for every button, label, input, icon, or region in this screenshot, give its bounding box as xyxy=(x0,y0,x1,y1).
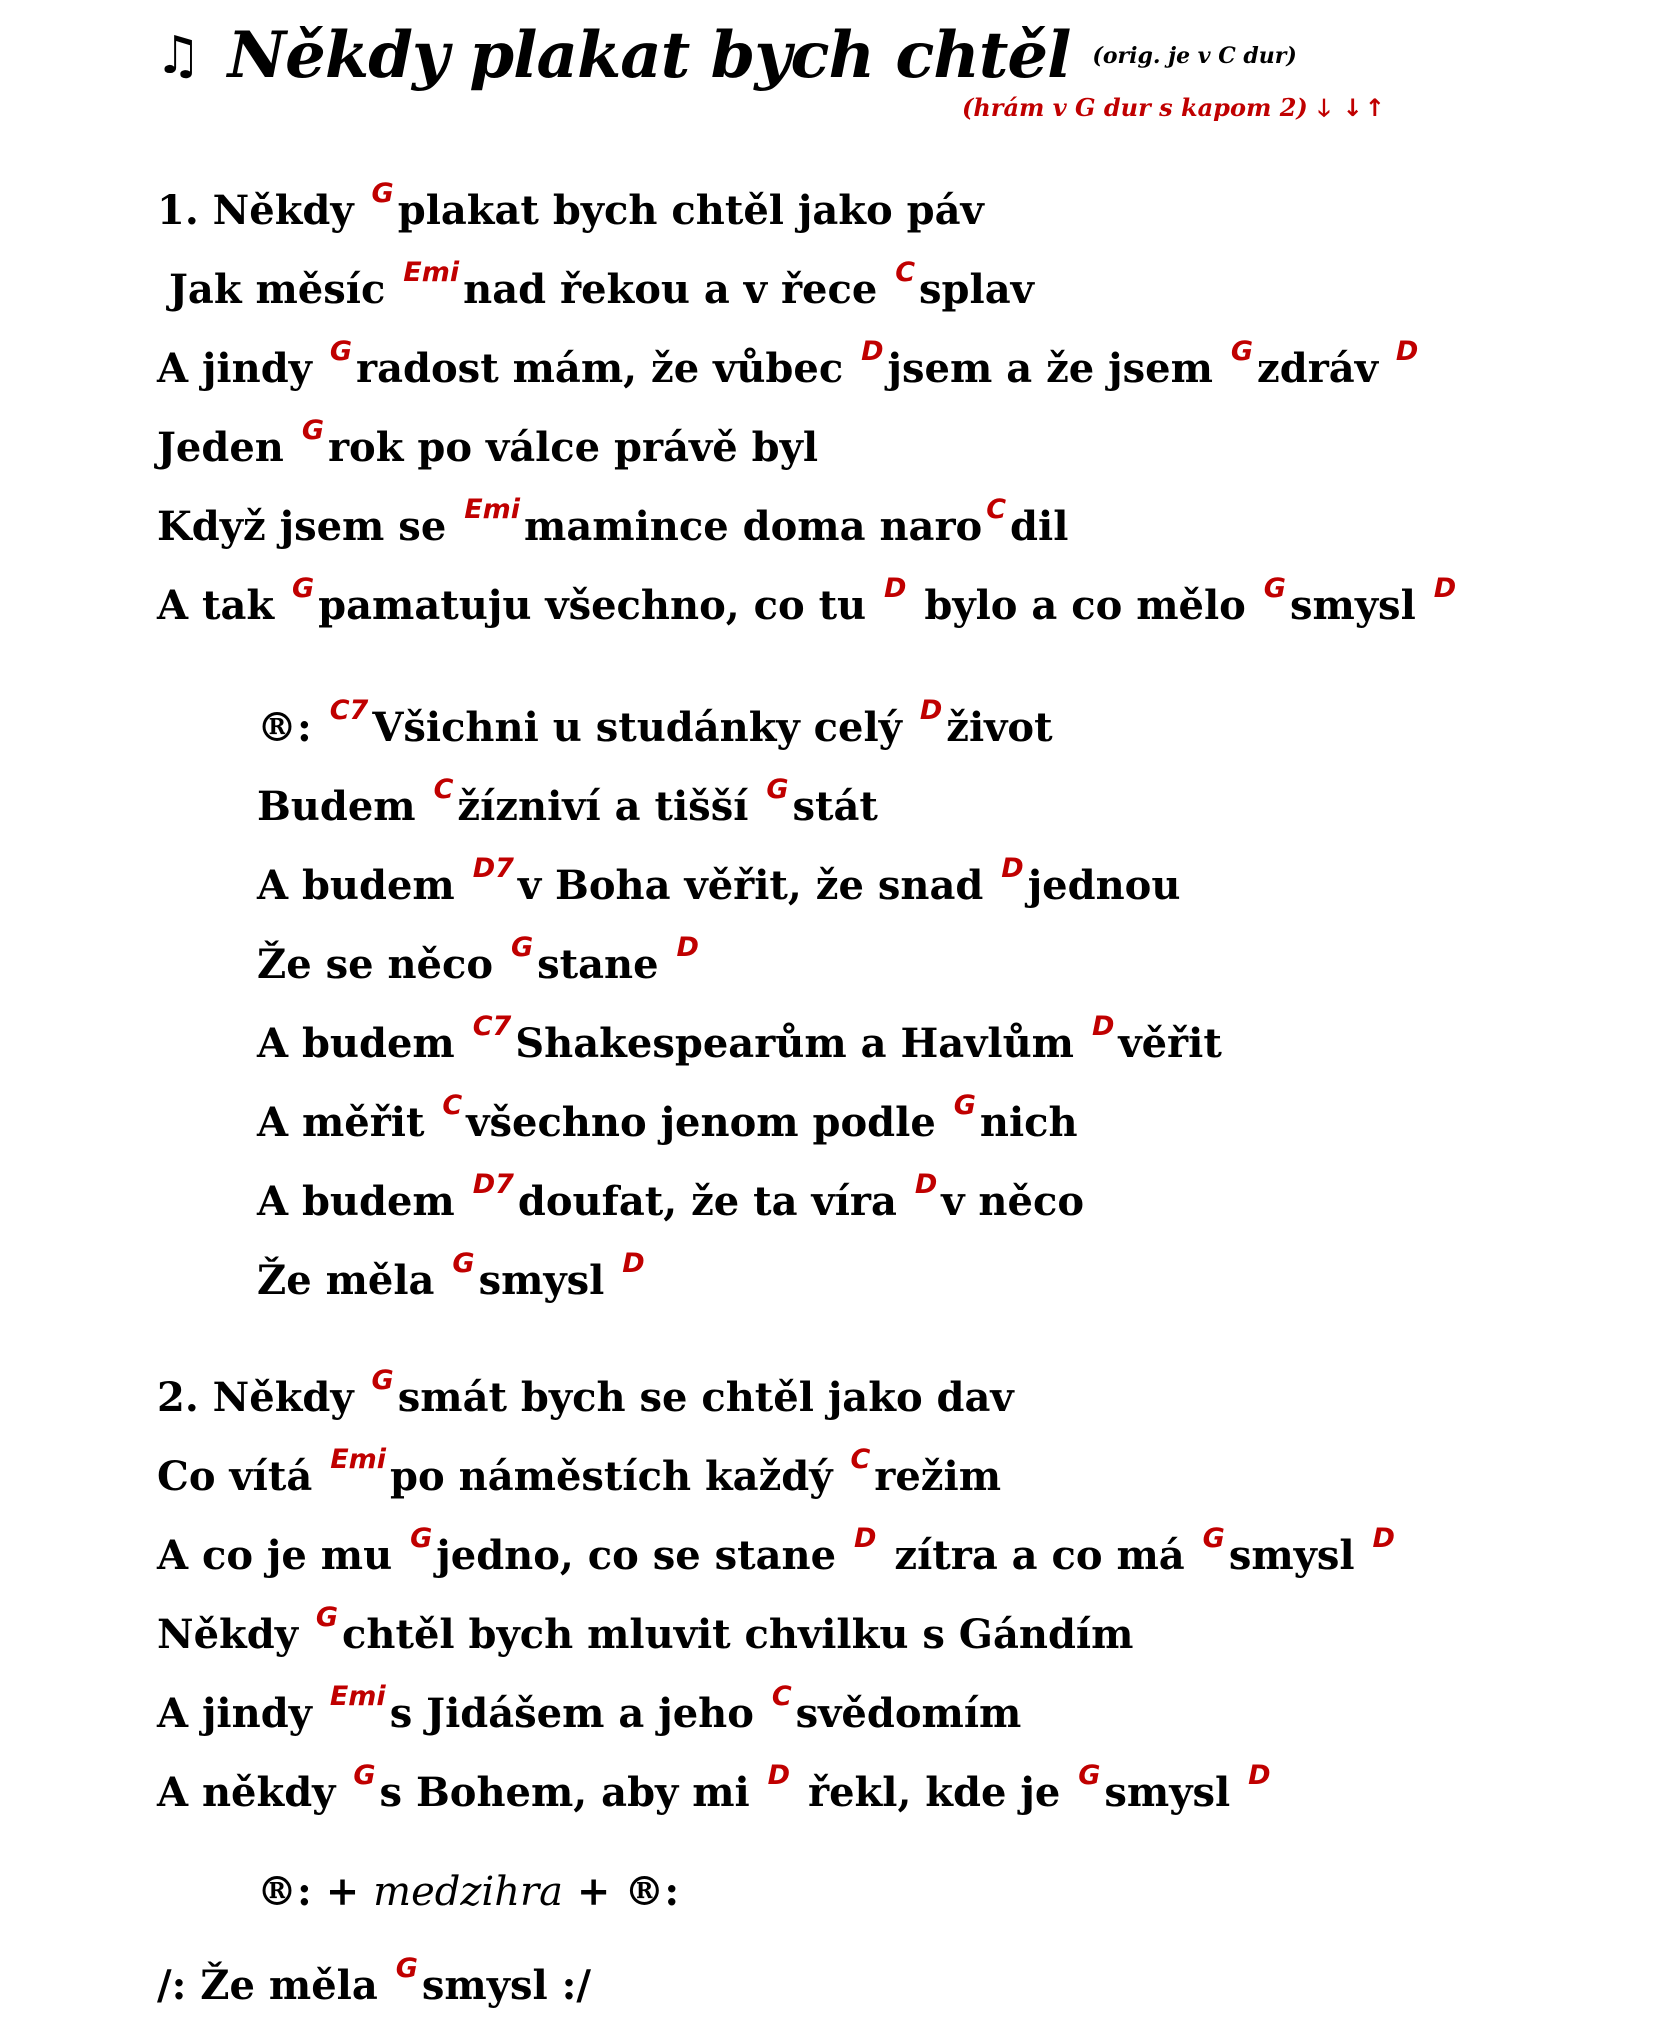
chorus xyxy=(257,688,1222,1320)
chord: G xyxy=(510,932,534,963)
music-note-icon: ♫ xyxy=(155,25,202,86)
chord: G xyxy=(1230,336,1254,367)
lyric: jednou xyxy=(1027,862,1181,909)
chord: C xyxy=(771,1681,792,1712)
chord: G xyxy=(410,1523,433,1554)
interlude-line xyxy=(257,1852,679,1931)
lyric: nich xyxy=(979,1099,1078,1146)
lyric: zdráv xyxy=(1257,345,1392,392)
lyric: svědomím xyxy=(795,1690,1022,1737)
lyric: život xyxy=(946,704,1053,751)
lyric: žízniví a tišší xyxy=(457,783,763,830)
chord: G xyxy=(301,415,324,446)
lyric: Všichni u studánky celý xyxy=(372,704,916,751)
chord: G xyxy=(315,1602,339,1633)
chord: D xyxy=(1001,853,1024,884)
chorus-line-6 xyxy=(257,1083,1222,1162)
chorus-line-3 xyxy=(257,846,1222,925)
interlude-start: ®: + xyxy=(257,1868,374,1915)
lyric: A budem xyxy=(257,862,469,909)
lyric: A budem xyxy=(257,1178,469,1225)
chord: Emi xyxy=(330,1444,387,1475)
lyric: Když jsem se xyxy=(157,503,461,550)
lyric: bylo a co mělo xyxy=(910,582,1260,629)
chord: D xyxy=(1248,1760,1271,1791)
chord: G xyxy=(353,1760,376,1791)
lyric: pamatuju všechno, co tu xyxy=(318,582,881,629)
chord: D7 xyxy=(472,853,514,884)
verse-1-line-5 xyxy=(157,487,1460,566)
lyric: s Bohem, aby mi xyxy=(379,1769,764,1816)
ending-line xyxy=(157,1955,591,2017)
chorus-line-4 xyxy=(257,925,1222,1004)
verse-2-line-4 xyxy=(157,1595,1399,1674)
chord: G xyxy=(1263,573,1286,604)
chord: D xyxy=(919,695,943,726)
chord: D xyxy=(914,1169,938,1200)
chord: D xyxy=(1372,1523,1395,1554)
lyric: /: Že měla xyxy=(157,1962,392,2009)
lyric: nad řekou a v řece xyxy=(463,266,892,313)
lyric: věřit xyxy=(1118,1020,1222,1067)
chord: D xyxy=(1433,573,1457,604)
lyric: chtěl bych mluvit chvilku s Gándím xyxy=(342,1611,1134,1658)
lyric: smát bych se chtěl jako dav xyxy=(397,1374,1014,1421)
interlude-text: medzihra xyxy=(373,1869,563,1915)
verse-1-line-1 xyxy=(157,171,1460,250)
lyric: Shakespearům a Havlům xyxy=(515,1020,1088,1067)
chord: G xyxy=(371,1365,394,1396)
chord: C xyxy=(433,774,454,805)
lyric: Jeden xyxy=(157,424,298,471)
lyric: A tak xyxy=(157,582,288,629)
chord: C xyxy=(895,257,916,288)
lyric: jsem a že jsem xyxy=(887,345,1227,392)
chord: G xyxy=(953,1090,976,1121)
lyric: Že měla xyxy=(257,1257,449,1304)
chord: D xyxy=(861,336,884,367)
chorus-mark: ®: xyxy=(257,704,326,751)
original-key-note: (orig. je v C dur) xyxy=(1092,42,1297,69)
chord: Emi xyxy=(403,257,460,288)
lyric: v něco xyxy=(941,1178,1084,1225)
chord: G xyxy=(395,1953,418,1984)
lyric: všechno jenom podle xyxy=(466,1099,950,1146)
lyric: doufat, že ta víra xyxy=(517,1178,911,1225)
lyric: smysl xyxy=(1289,582,1430,629)
lyric: Budem xyxy=(257,783,430,830)
lyric: A měřit xyxy=(257,1099,439,1146)
verse-1-line-3 xyxy=(157,329,1460,408)
chord: G xyxy=(452,1248,475,1279)
chorus-line-8 xyxy=(257,1241,1222,1320)
chord: G xyxy=(329,336,353,367)
chord: C xyxy=(986,494,1007,525)
lyric: A budem xyxy=(257,1020,469,1067)
chord: C7 xyxy=(472,1011,512,1042)
lyric: A jindy xyxy=(157,1690,326,1737)
chord: G xyxy=(1202,1523,1225,1554)
chord: G xyxy=(766,774,789,805)
title-row xyxy=(155,18,1297,93)
chord: Emi xyxy=(464,494,521,525)
verse-1-line-4 xyxy=(157,408,1460,487)
interlude-end: + ®: xyxy=(562,1868,680,1915)
lyric: 1. Někdy xyxy=(157,187,368,234)
lyric: smysl xyxy=(1228,1532,1369,1579)
ending xyxy=(157,1955,591,2017)
lyric: Jak měsíc xyxy=(169,266,400,313)
verse-2-line-2 xyxy=(157,1437,1399,1516)
capo-note: (hrám v G dur s kapom 2) xyxy=(962,93,1308,122)
lyric: A jindy xyxy=(157,345,326,392)
chord: G xyxy=(1078,1760,1101,1791)
chord: D xyxy=(622,1248,645,1279)
chord: G xyxy=(292,573,315,604)
chord: D xyxy=(1395,336,1419,367)
lyric: rok po válce právě byl xyxy=(327,424,819,471)
verse-2-line-6 xyxy=(157,1753,1399,1832)
lyric: radost mám, že vůbec xyxy=(356,345,858,392)
chorus-line-2 xyxy=(257,767,1222,846)
chorus-line-5 xyxy=(257,1004,1222,1083)
verse-1 xyxy=(157,171,1460,645)
chord: D xyxy=(676,932,699,963)
transpose-arrows-icon: 🡓 ↓↑ xyxy=(1317,94,1387,122)
lyric: Co vítá xyxy=(157,1453,327,1500)
lyric: splav xyxy=(919,266,1034,313)
chord: C7 xyxy=(329,695,369,726)
lyric: s Jidášem a jeho xyxy=(389,1690,768,1737)
lyric: v Boha věřit, že snad xyxy=(517,862,998,909)
lyric: 2. Někdy xyxy=(157,1374,368,1421)
chord: C xyxy=(442,1090,463,1121)
chord: D xyxy=(854,1523,877,1554)
song-title: Někdy plakat bych chtěl xyxy=(227,18,1071,93)
lyric: po náměstích každý xyxy=(390,1453,847,1500)
verse-2-line-3 xyxy=(157,1516,1399,1595)
lyric: plakat bych chtěl jako páv xyxy=(397,187,984,234)
lyric: režim xyxy=(874,1453,1002,1500)
lyric: A co je mu xyxy=(157,1532,407,1579)
interlude xyxy=(257,1852,679,1931)
lyric: Že se něco xyxy=(257,941,507,988)
verse-2-line-5 xyxy=(157,1674,1399,1753)
lyric: dil xyxy=(1010,503,1069,550)
verse-2 xyxy=(157,1358,1399,1832)
chord: G xyxy=(371,178,394,209)
lyric: smysl xyxy=(478,1257,619,1304)
lyric: Někdy xyxy=(157,1611,312,1658)
lyric: stát xyxy=(792,783,878,830)
chord: D xyxy=(767,1760,791,1791)
lyric: stane xyxy=(537,941,673,988)
chord: C xyxy=(850,1444,871,1475)
chord: D xyxy=(1091,1011,1115,1042)
verse-2-line-1 xyxy=(157,1358,1399,1437)
verse-1-line-2 xyxy=(157,250,1460,329)
chorus-line-1 xyxy=(257,688,1222,767)
lyric: řekl, kde je xyxy=(794,1769,1075,1816)
chord: D xyxy=(884,573,907,604)
verse-1-line-6 xyxy=(157,566,1460,645)
capo-note-row xyxy=(962,91,1387,132)
chord: D7 xyxy=(472,1169,514,1200)
chorus-line-7 xyxy=(257,1162,1222,1241)
lyric: jedno, co se stane xyxy=(436,1532,851,1579)
lyric: smysl xyxy=(1104,1769,1245,1816)
lyric: smysl :/ xyxy=(421,1962,591,2009)
chord: Emi xyxy=(329,1681,386,1712)
lyric: mamince doma naro xyxy=(524,503,983,550)
lyric: A někdy xyxy=(157,1769,350,1816)
lyric: zítra a co má xyxy=(880,1532,1199,1579)
